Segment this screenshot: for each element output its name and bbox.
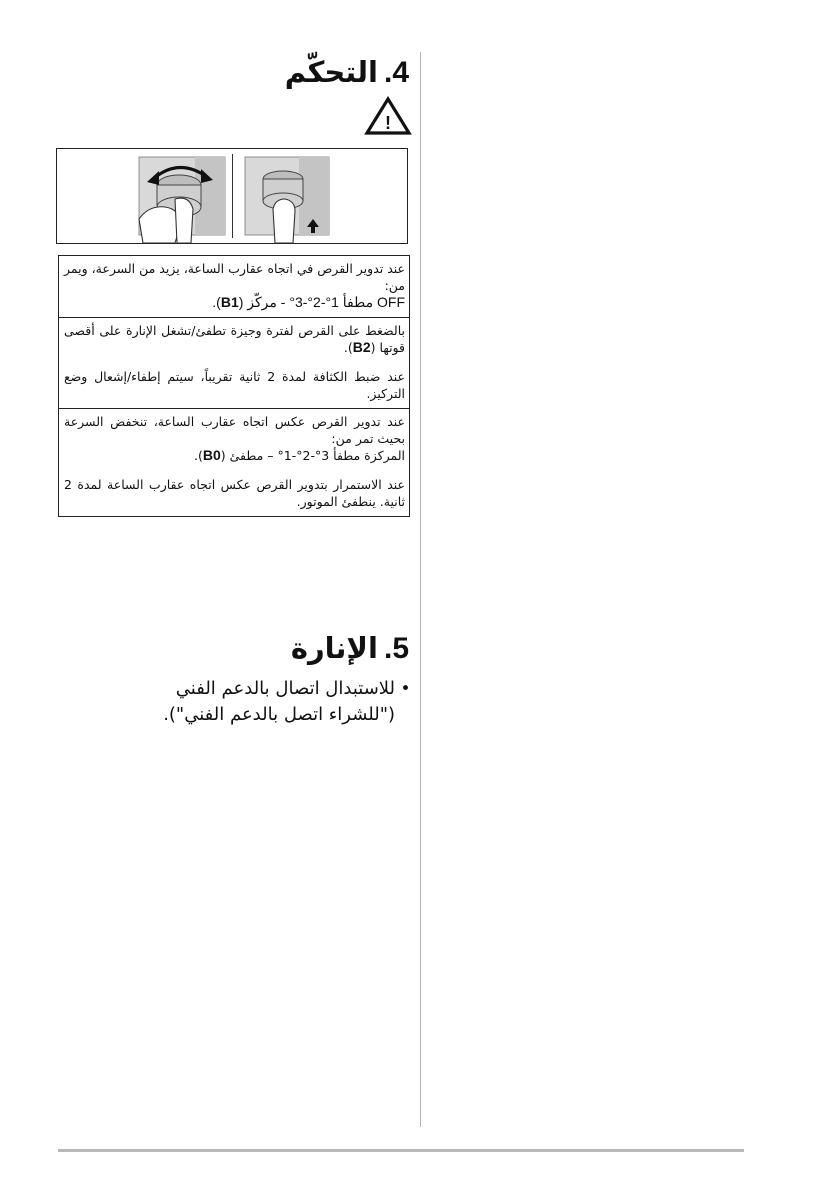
section-5-heading <box>291 630 409 667</box>
row3-prefix: المركزة مطفأ 3°-2°-1° – مطفئ ( <box>220 448 405 463</box>
warning-glyph: ! <box>385 113 391 133</box>
row2-note: عند ضبط الكثافة لمدة 2 ثانية تقريباً، سيتم إطفاء/إشعال وضع التركيز. <box>64 369 405 401</box>
row3-note: عند الاستمرار بتدوير القرص عكس اتجاه عقارب الساعة لمدة 2 ثانية. ينطفئ الموتور. <box>64 477 405 509</box>
footer-rule <box>58 1149 744 1152</box>
bullet-icon: • <box>400 679 411 699</box>
control-description-table <box>58 255 410 517</box>
row1-code: B1 <box>220 294 239 310</box>
row1-line2: ويمر من: <box>64 261 405 293</box>
bullet-line-1: للاستبدال اتصال بالدعم الفني <box>175 678 395 699</box>
warning-triangle-icon <box>364 96 412 136</box>
row3-code: B0 <box>202 447 221 463</box>
section-5-title: الإنارة <box>290 631 378 665</box>
row3-line2: بحيث تمر من: <box>331 431 405 446</box>
push-knob-illustration <box>241 149 337 243</box>
row1-line1: عند تدوير القرص في اتجاه عقارب الساعة، يزيد من السرعة، <box>91 261 405 276</box>
table-row <box>59 318 409 409</box>
row1-prefix: OFF مطفأ 1°-2°-3° - مركّز ( <box>238 294 405 310</box>
row3-line1: عند تدوير القرص عكس اتجاه عقارب الساعة، تنخفض السرعة <box>64 414 405 429</box>
section-4-title: التحكّم <box>284 55 378 89</box>
table-row <box>59 409 409 516</box>
row2-code: B2 <box>352 339 371 355</box>
section-4-heading <box>285 54 409 91</box>
control-illustration <box>56 148 408 244</box>
rotate-knob-illustration <box>135 149 231 243</box>
row3-suffix: ). <box>194 448 203 463</box>
row2-text: بالضغط على القرص لفترة وجيزة تطفئ/تشغل الإنارة على أقصى قوتها ( <box>64 323 405 355</box>
column-divider <box>420 52 421 1127</box>
row2-suffix: ). <box>343 340 353 355</box>
illustration-separator <box>232 154 233 238</box>
bullet-line-2: ("للشراء اتصل بالدعم الفني"). <box>163 704 395 725</box>
section-4-number: 4. <box>383 56 409 89</box>
table-row <box>59 256 409 318</box>
row1-suffix: ). <box>212 294 221 310</box>
lighting-bullet <box>81 676 411 728</box>
section-5-number: 5. <box>383 632 409 665</box>
